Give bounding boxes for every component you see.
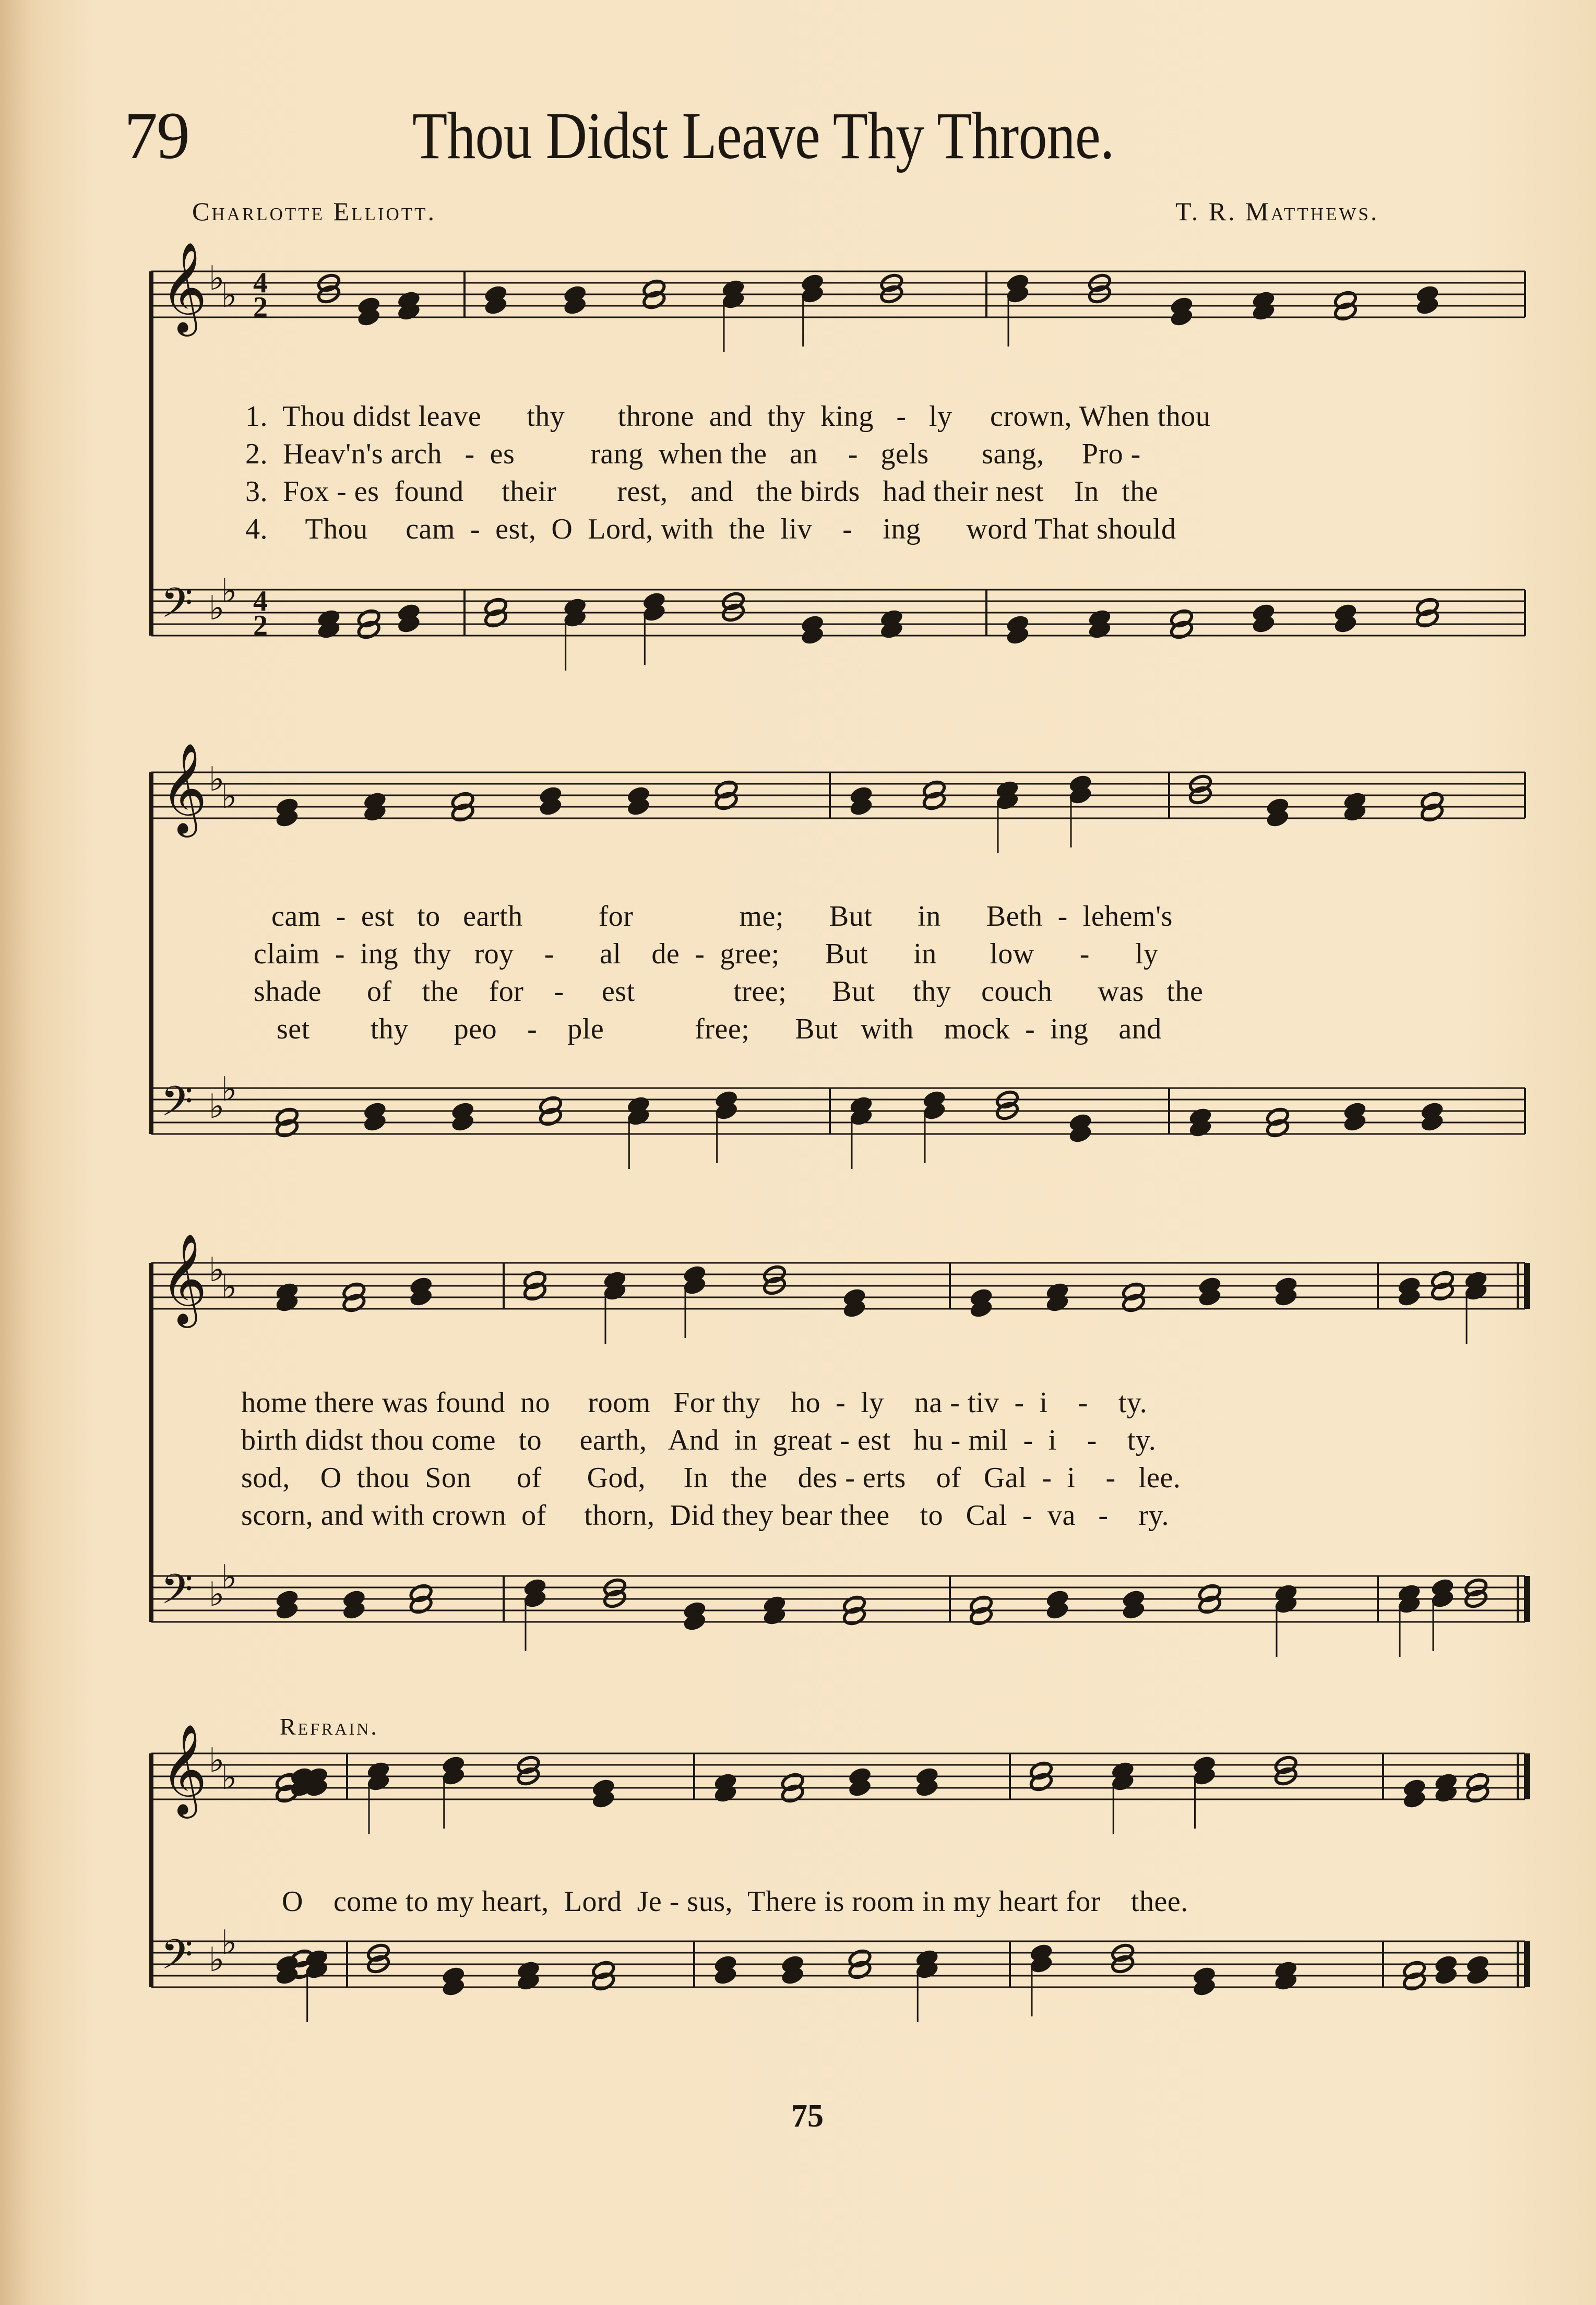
flat-icon: ♭ <box>221 1924 237 1963</box>
system-3-verse-1: home there was found no room For thy ho - ly na - tiv - i - ty. <box>241 1387 1148 1419</box>
system-1-verse-2: 2. Heav'n's arch - es rang when the an - gels sang, Pro - <box>245 438 1141 470</box>
refrain-label: Refrain. <box>280 1713 379 1740</box>
flat-icon: ♭ <box>209 1575 225 1615</box>
hymn-number: 79 <box>124 99 189 173</box>
flat-icon: ♭ <box>209 1941 225 1980</box>
treble-clef-icon: 𝄞 <box>161 743 207 834</box>
system-2-verse-4: set thy peo - ple free; But with mock - ing and <box>277 1013 1162 1045</box>
bass-clef-icon: 𝄢 <box>161 1565 193 1624</box>
treble-clef-icon: 𝄞 <box>161 1724 207 1815</box>
bass-clef-icon: 𝄢 <box>161 1930 193 1989</box>
bass-clef-icon: 𝄢 <box>161 1077 193 1136</box>
system-2-verse-1: cam - est to earth for me; But in Beth - lehem's <box>271 900 1173 933</box>
flat-icon: ♭ <box>221 572 237 611</box>
page-number: 75 <box>791 2098 824 2134</box>
bass-clef-icon: 𝄢 <box>161 579 193 638</box>
flat-icon: ♭ <box>209 589 225 628</box>
system-2-verse-2: claim - ing thy roy - al de - gree; But in low - ly <box>254 938 1159 970</box>
time-signature-top: 4 <box>253 585 268 618</box>
flat-icon: ♭ <box>209 1251 225 1290</box>
final-barline-thick <box>1524 1576 1530 1622</box>
flat-icon: ♭ <box>221 778 237 817</box>
flat-icon: ♭ <box>209 1741 225 1781</box>
flat-icon: ♭ <box>221 1070 237 1109</box>
system-3-verse-3: sod, O thou Son of God, In the des - erts of Gal - i - lee. <box>241 1462 1181 1494</box>
hymn-title: Thou Didst Leave Thy Throne. <box>412 99 1114 173</box>
system-3-verse-4: scorn, and with crown of thorn, Did they bear thee to Cal - va - ry. <box>241 1499 1170 1532</box>
system-1-verse-3: 3. Fox - es found their rest, and the birds had their nest In the <box>245 475 1159 508</box>
flat-icon: ♭ <box>221 1759 237 1798</box>
time-signature-bottom: 2 <box>253 609 268 642</box>
flat-icon: ♭ <box>221 1558 237 1597</box>
flat-icon: ♭ <box>209 259 225 298</box>
composer-credit: T. R. Matthews. <box>1175 197 1379 226</box>
author-credit: Charlotte Elliott. <box>192 197 437 226</box>
system-1-verse-1: 1. Thou didst leave thy throne and thy king - ly crown, When thou <box>245 400 1211 433</box>
system-1-verse-4: 4. Thou cam - est, O Lord, with the liv - ing word That should <box>245 513 1176 545</box>
flat-icon: ♭ <box>209 760 225 799</box>
final-barline-thick <box>1524 1263 1530 1309</box>
flat-icon: ♭ <box>221 277 237 316</box>
system-2-verse-3: shade of the for - est tree; But thy couch was the <box>254 975 1204 1008</box>
treble-clef-icon: 𝄞 <box>161 1233 207 1324</box>
final-barline-thick <box>1524 1753 1530 1799</box>
final-barline-thick <box>1524 1941 1530 1987</box>
time-signature-bottom: 2 <box>253 291 268 324</box>
time-signature-top: 4 <box>253 267 268 300</box>
refrain-lyric: O come to my heart, Lord Je - sus, There is room in my heart for thee. <box>282 1885 1188 1918</box>
treble-clef-icon: 𝄞 <box>161 242 207 333</box>
flat-icon: ♭ <box>221 1268 237 1307</box>
system-3-verse-2: birth didst thou come to earth, And in great - est hu - mil - i - ty. <box>241 1424 1157 1456</box>
flat-icon: ♭ <box>209 1088 225 1127</box>
